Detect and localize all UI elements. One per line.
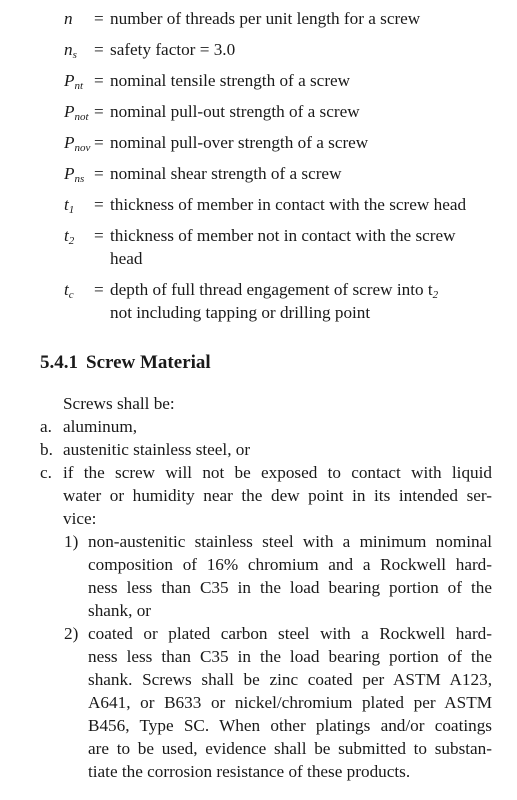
definition-symbol: $n_s$ <box>64 40 77 61</box>
equals-sign: = <box>94 280 104 299</box>
definition-pnot <box>0 100 517 131</box>
equals-sign: = <box>94 226 104 245</box>
definition-symbol: $P_{ns}$ <box>64 164 85 185</box>
list-item-text: if the screw will not be exposed to contact with liquid water or humidity near the dew point in its intended ser- vice: <box>63 463 492 528</box>
equals-sign: = <box>94 102 104 121</box>
definition-text: nominal pull-over strength of a screw <box>110 133 369 152</box>
list-marker: c. <box>40 463 52 482</box>
definition-symbol: $P_{nt}$ <box>64 71 84 92</box>
definition-pnt <box>0 69 517 100</box>
section-heading <box>40 351 211 375</box>
list-item-b <box>40 438 492 461</box>
list-item-text: aluminum, <box>63 417 137 436</box>
definition-pnov <box>0 131 517 162</box>
list-marker: a. <box>40 417 52 436</box>
definition-text: nominal shear strength of a screw <box>110 164 342 183</box>
sublist-marker: 1) <box>64 532 79 551</box>
definition-t2 <box>0 224 517 278</box>
section-title: Screw Material <box>86 352 211 373</box>
list-item-text: austenitic stainless steel, or <box>63 440 251 459</box>
section-number: 5.4.1 <box>40 352 78 373</box>
sublist-item-text: coated or plated carbon steel with a Rockwell hard- ness less than C35 in the load bearing portion of the shank. Screws shall be zinc coated per ASTM A123, A641, or B633 or nickel/chromium plated per ASTM B456, Type SC. When other platings and/or coatings are to be used, evidence shall be submitted to substan- tiate the corrosion resistance of these products. <box>88 624 492 781</box>
equals-sign: = <box>94 164 104 183</box>
lead-sentence: Screws shall be: <box>63 394 175 413</box>
definition-text: safety factor = 3.0 <box>110 40 236 59</box>
list-marker: b. <box>40 440 53 459</box>
definition-symbol: $P_{not}$ <box>64 102 89 123</box>
definition-pns <box>0 162 517 193</box>
sublist-item-1 <box>64 530 492 622</box>
list-item-c <box>40 461 492 530</box>
sublist-item-2 <box>64 622 492 783</box>
definition-symbol: $t_2$ <box>64 226 75 247</box>
definition-text: number of threads per unit length for a screw <box>110 9 421 28</box>
definition-n <box>0 7 517 38</box>
list-item-a <box>40 415 492 438</box>
definition-symbol: $t_1$ <box>64 195 75 216</box>
definition-symbol: $t_c$ <box>64 280 74 301</box>
definition-text: nominal pull-out strength of a screw <box>110 102 360 121</box>
definition-text: nominal tensile strength of a screw <box>110 71 351 90</box>
definition-tc <box>0 278 517 324</box>
sublist-marker: 2) <box>64 624 79 643</box>
definition-text: thickness of member in contact with the screw head <box>110 195 467 214</box>
symbol-definitions <box>0 7 517 324</box>
equals-sign: = <box>94 133 104 152</box>
definition-text: depth of full thread engagement of screw into $t_2$ not including tapping or drilling point <box>110 280 439 322</box>
equals-sign: = <box>94 40 104 59</box>
equals-sign: = <box>94 9 104 28</box>
definition-text: thickness of member not in contact with the screw head <box>110 226 456 268</box>
definition-symbol: n <box>64 9 73 28</box>
definition-ns <box>0 38 517 69</box>
definition-symbol: $P_{nov}$ <box>64 133 91 154</box>
sublist-item-text: non-austenitic stainless steel with a minimum nominal composition of 16% chromium and a Rockwell hard- ness less than C35 in the load bearing portion of the shank, or <box>88 532 492 620</box>
definition-t1 <box>0 193 517 224</box>
equals-sign: = <box>94 195 104 214</box>
equals-sign: = <box>94 71 104 90</box>
